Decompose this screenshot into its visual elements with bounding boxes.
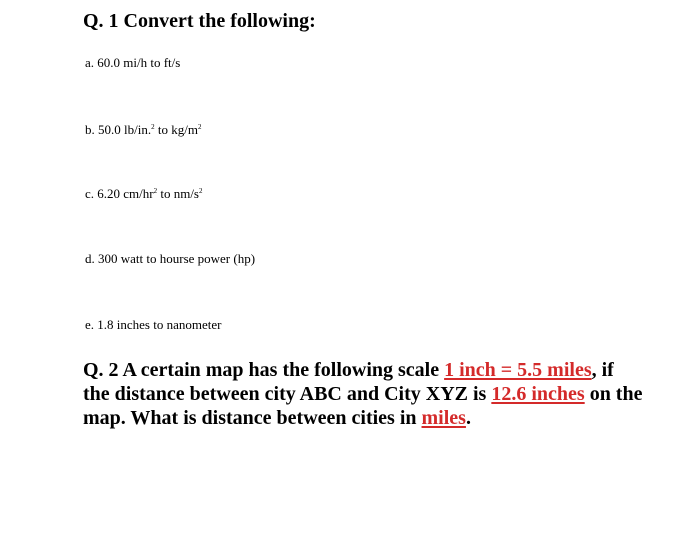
question-1-title: Q. 1 Convert the following: [83,10,316,32]
conversion-item-b [85,122,201,138]
q2-text-3: on the map. What is distance between cities in [83,383,643,429]
map-distance-highlight: 12.6 inches [491,383,585,405]
map-scale-highlight: 1 inch = 5.5 miles [444,359,592,381]
conversion-item-a [85,55,180,71]
q2-text-4: . [465,407,471,429]
conversion-item-d [85,251,255,267]
item-b-exponent-2: 2 [197,123,202,131]
item-e-text: e. 1.8 inches to nanometer [85,317,222,332]
item-c-exponent-2: 2 [199,187,203,195]
item-b-exponent-1: 2 [151,123,155,131]
q2-text-1: Q. 2 A certain map has the following scale [83,359,445,381]
item-c-text-part1: c. 6.20 cm/hr [85,186,154,201]
answer-unit-highlight: miles [421,407,466,429]
conversion-item-e [85,317,221,333]
item-b-text-part1: b. 50.0 lb/in. [85,122,152,137]
item-d-text: d. 300 watt to hourse power (hp) [85,251,256,266]
item-c-text-part2: to nm/s [157,186,199,201]
conversion-item-c [85,186,203,202]
item-b-text-part2: to kg/m [154,122,198,137]
item-a-text: a. 60.0 mi/h to ft/s [85,55,181,70]
item-c-exponent-1: 2 [153,187,158,195]
question-2-paragraph [83,358,643,430]
q2-text-2: , if the distance between city ABC and City XYZ is [83,359,614,405]
